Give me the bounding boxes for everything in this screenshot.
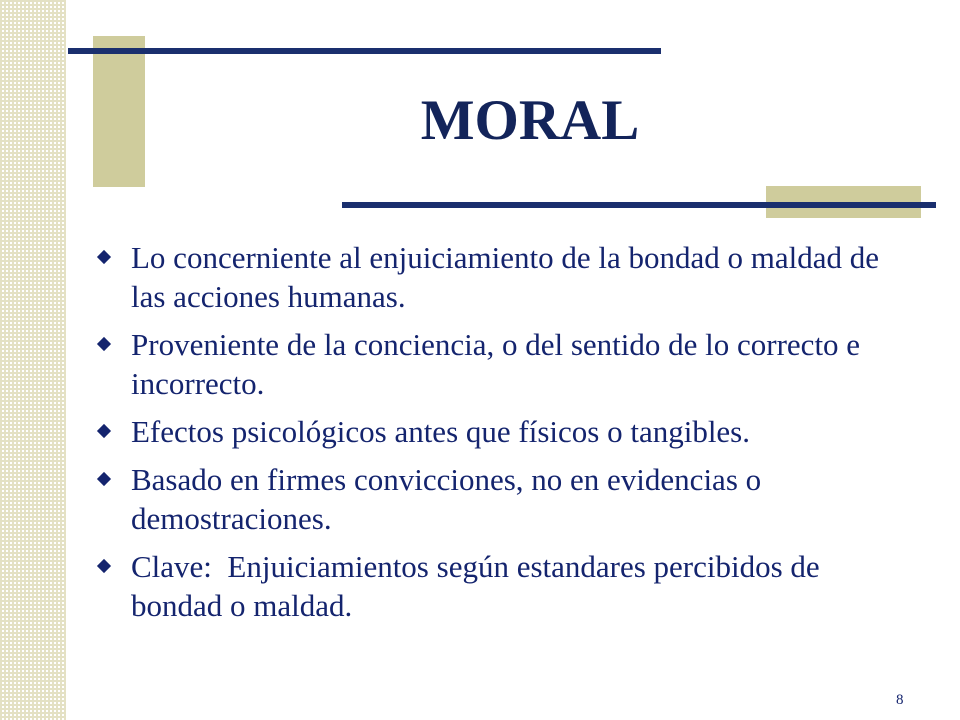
slide-title: MORAL — [420, 89, 640, 152]
title-rule-top — [68, 48, 661, 54]
decorative-stripe-band — [0, 0, 66, 720]
title-rule-bottom — [342, 202, 936, 208]
bullet-item — [96, 460, 896, 538]
bullet-item — [96, 238, 896, 316]
bullet-item — [96, 412, 896, 451]
page-number: 8 — [896, 692, 904, 708]
bullet-item — [96, 325, 896, 403]
bullet-item — [96, 547, 896, 625]
bullet-text: Proveniente de la conciencia, o del sentido de lo correcto e incorrecto. — [131, 327, 861, 401]
bullet-list — [96, 238, 896, 634]
diamond-bullet-icon — [97, 250, 111, 264]
bullet-text: Lo concerniente al enjuiciamiento de la bondad o maldad de las acciones humanas. — [131, 240, 880, 314]
diamond-bullet-icon — [97, 337, 111, 351]
diamond-bullet-icon — [97, 424, 111, 438]
diamond-bullet-icon — [97, 472, 111, 486]
bullet-text: Clave: Enjuiciamientos según estandares percibidos de bondad o maldad. — [131, 549, 828, 623]
bullet-text: Efectos psicológicos antes que físicos o tangibles. — [131, 414, 751, 449]
decorative-block-left — [93, 36, 145, 187]
bullet-text: Basado en firmes convicciones, no en evidencias o demostraciones. — [131, 462, 762, 536]
diamond-bullet-icon — [97, 559, 111, 573]
